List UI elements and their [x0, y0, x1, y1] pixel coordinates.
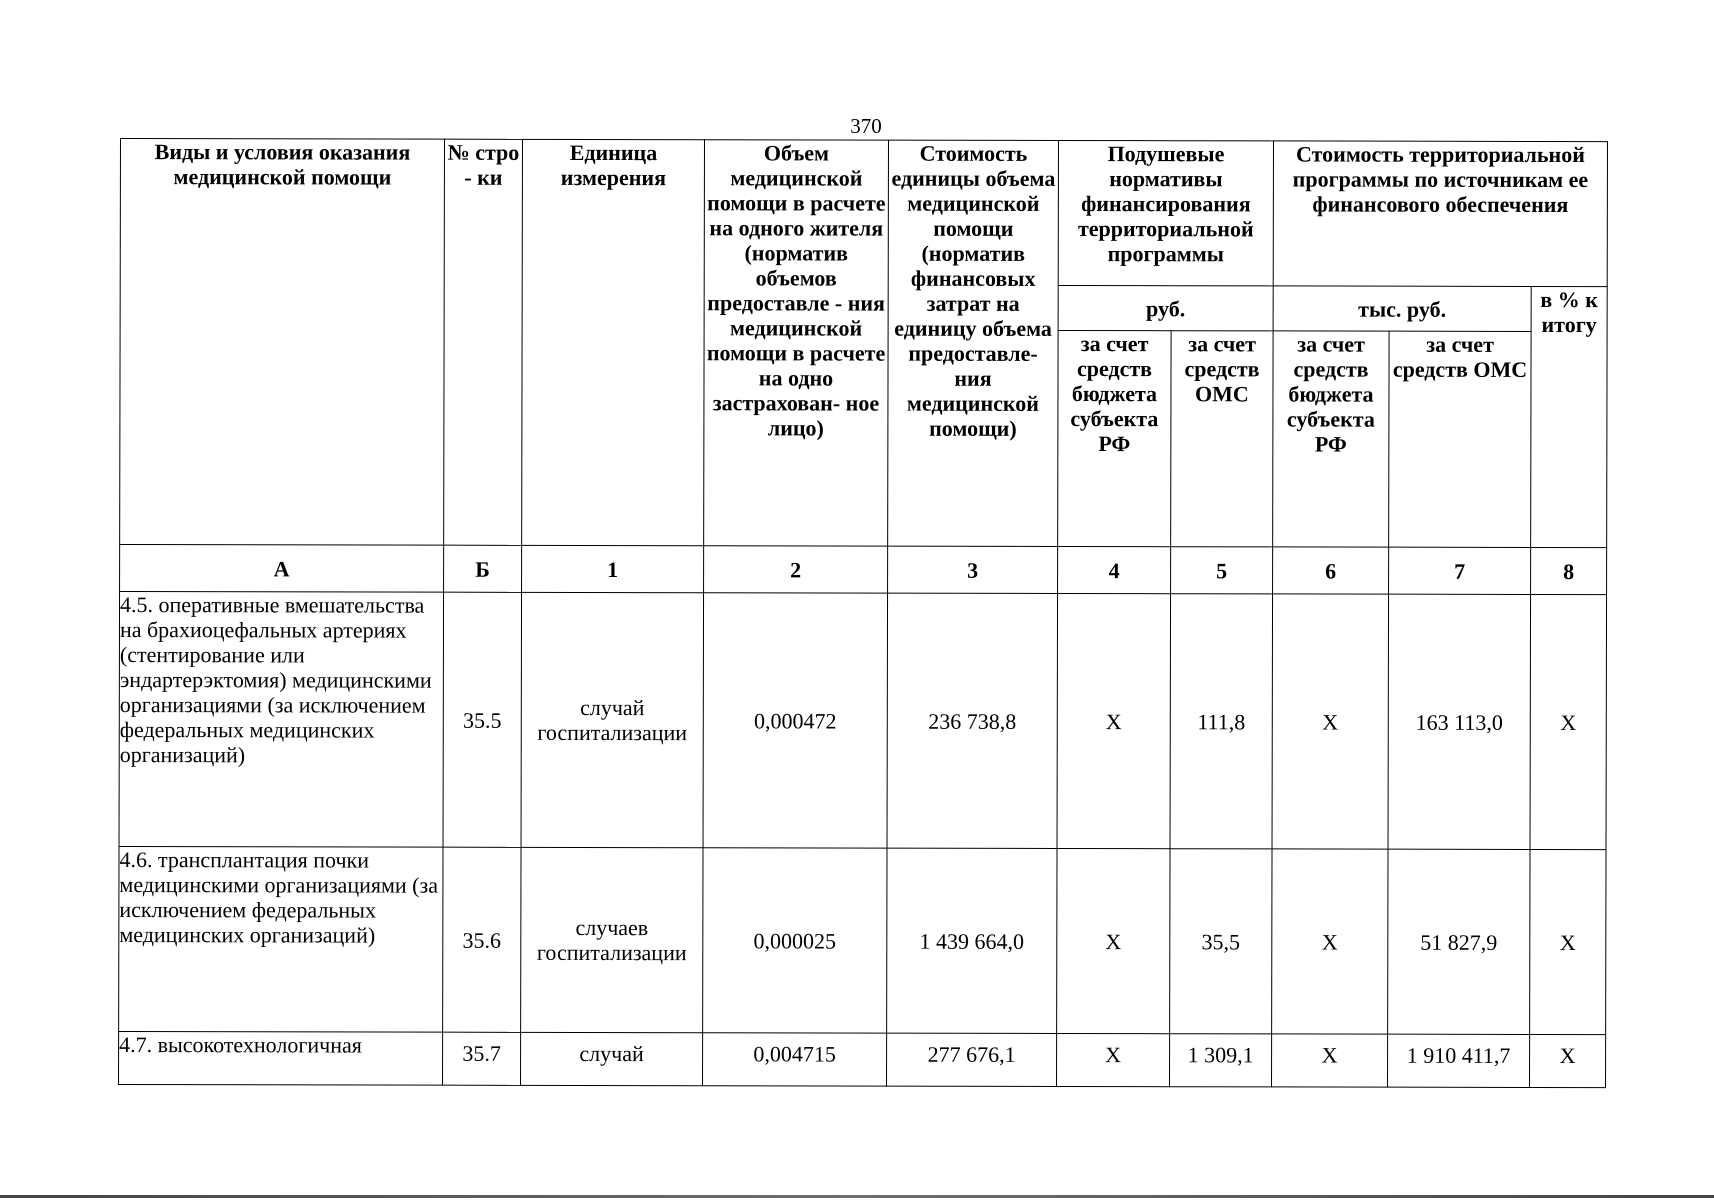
header-thous-rub: тыс. руб. [1273, 286, 1531, 332]
unit-cost: 236 738,8 [887, 593, 1058, 848]
column-index-cell: 5 [1171, 547, 1273, 594]
unit-cost: 277 676,1 [887, 1033, 1057, 1086]
header-oms-2: за счет средств ОМС [1389, 331, 1531, 547]
header-percent: в % к итогу [1531, 286, 1608, 547]
column-index-cell: 4 [1058, 546, 1171, 593]
unit: случай госпитализации [521, 592, 704, 847]
volume: 0,004715 [703, 1033, 887, 1086]
column-index-cell: 1 [522, 545, 704, 592]
header-unit: Единица измерения [522, 139, 705, 545]
percent-value: Х [1530, 849, 1606, 1034]
column-index-cell: 3 [888, 546, 1058, 593]
header-care-types: Виды и условия оказания медицинской помощи [120, 139, 445, 546]
scan-edge-line [0, 1195, 1714, 1198]
column-index-cell: 2 [704, 546, 888, 593]
table-row [119, 592, 1607, 850]
line-number: 35.7 [443, 1032, 521, 1085]
column-index-cell: 8 [1531, 547, 1607, 594]
percent-value: Х [1530, 1034, 1606, 1087]
table-container [118, 138, 1607, 1088]
column-index-cell: Б [444, 545, 522, 592]
oms-total: 1 910 411,7 [1388, 1034, 1530, 1087]
oms-value: 111,8 [1170, 594, 1273, 849]
oms-total: 51 827,9 [1388, 849, 1530, 1034]
care-type-name: 4.7. высокотехнологичная [119, 1031, 443, 1085]
header-budget-rf-2: за счет средств бюджета субъекта РФ [1273, 331, 1389, 547]
table-row [119, 1031, 1606, 1087]
header-oms: за счет средств ОМС [1171, 331, 1273, 547]
table-row [119, 846, 1606, 1034]
header-rub: руб. [1058, 285, 1273, 330]
volume: 0,000025 [703, 848, 887, 1033]
oms-value: 1 309,1 [1170, 1034, 1272, 1087]
care-type-name: 4.5. оперативные вмешательства на брахиоцефальных артериях (стентирование или эндартерэктомия) медицинскими организациями (за исключением федеральных медицинских организаций) [119, 592, 444, 848]
budget-rf-total: Х [1272, 594, 1389, 849]
line-number: 35.6 [443, 847, 521, 1032]
header-program-cost: Стоимость территориальной программы по источникам ее финансового обеспечения [1273, 141, 1607, 287]
unit: случай [521, 1032, 703, 1085]
budget-rf-total: Х [1272, 1034, 1388, 1087]
header-volume: Объем медицинской помощи в расчете на одного жителя (норматив объемов предоставле - ния медицинской помощи в расчете на одно застрахован- ное лицо) [704, 140, 889, 546]
page-number: 370 [850, 114, 882, 138]
budget-rf-value: Х [1057, 593, 1171, 848]
header-line-number: № стро - ки [444, 139, 523, 545]
budget-rf-total: Х [1272, 849, 1388, 1034]
budget-rf-value: Х [1057, 848, 1170, 1033]
column-index-cell: 6 [1273, 547, 1389, 594]
volume: 0,000472 [703, 593, 888, 848]
header-unit-cost: Стоимость единицы объема медицинской помощи (норматив финансовых затрат на единицу объема предоставле- ния медицинской помощи) [888, 140, 1059, 546]
line-number: 35.5 [443, 592, 522, 847]
column-index-cell: А [120, 545, 444, 593]
care-type-name: 4.6. трансплантация почки медицинскими организациями (за исключением федеральных медицинских организаций) [119, 846, 443, 1032]
percent-value: Х [1530, 594, 1607, 849]
unit-cost: 1 439 664,0 [887, 848, 1057, 1033]
unit: случаев госпитализации [521, 847, 703, 1032]
column-index-row [120, 545, 1607, 595]
column-index-cell: 7 [1389, 547, 1531, 594]
oms-value: 35,5 [1170, 849, 1272, 1034]
budget-rf-value: Х [1057, 1033, 1170, 1086]
header-per-capita: Подушевые нормативы финансирования территориальной программы [1058, 140, 1273, 285]
oms-total: 163 113,0 [1388, 594, 1531, 849]
financing-table [118, 138, 1608, 1088]
header-budget-rf: за счет средств бюджета субъекта РФ [1058, 330, 1171, 546]
